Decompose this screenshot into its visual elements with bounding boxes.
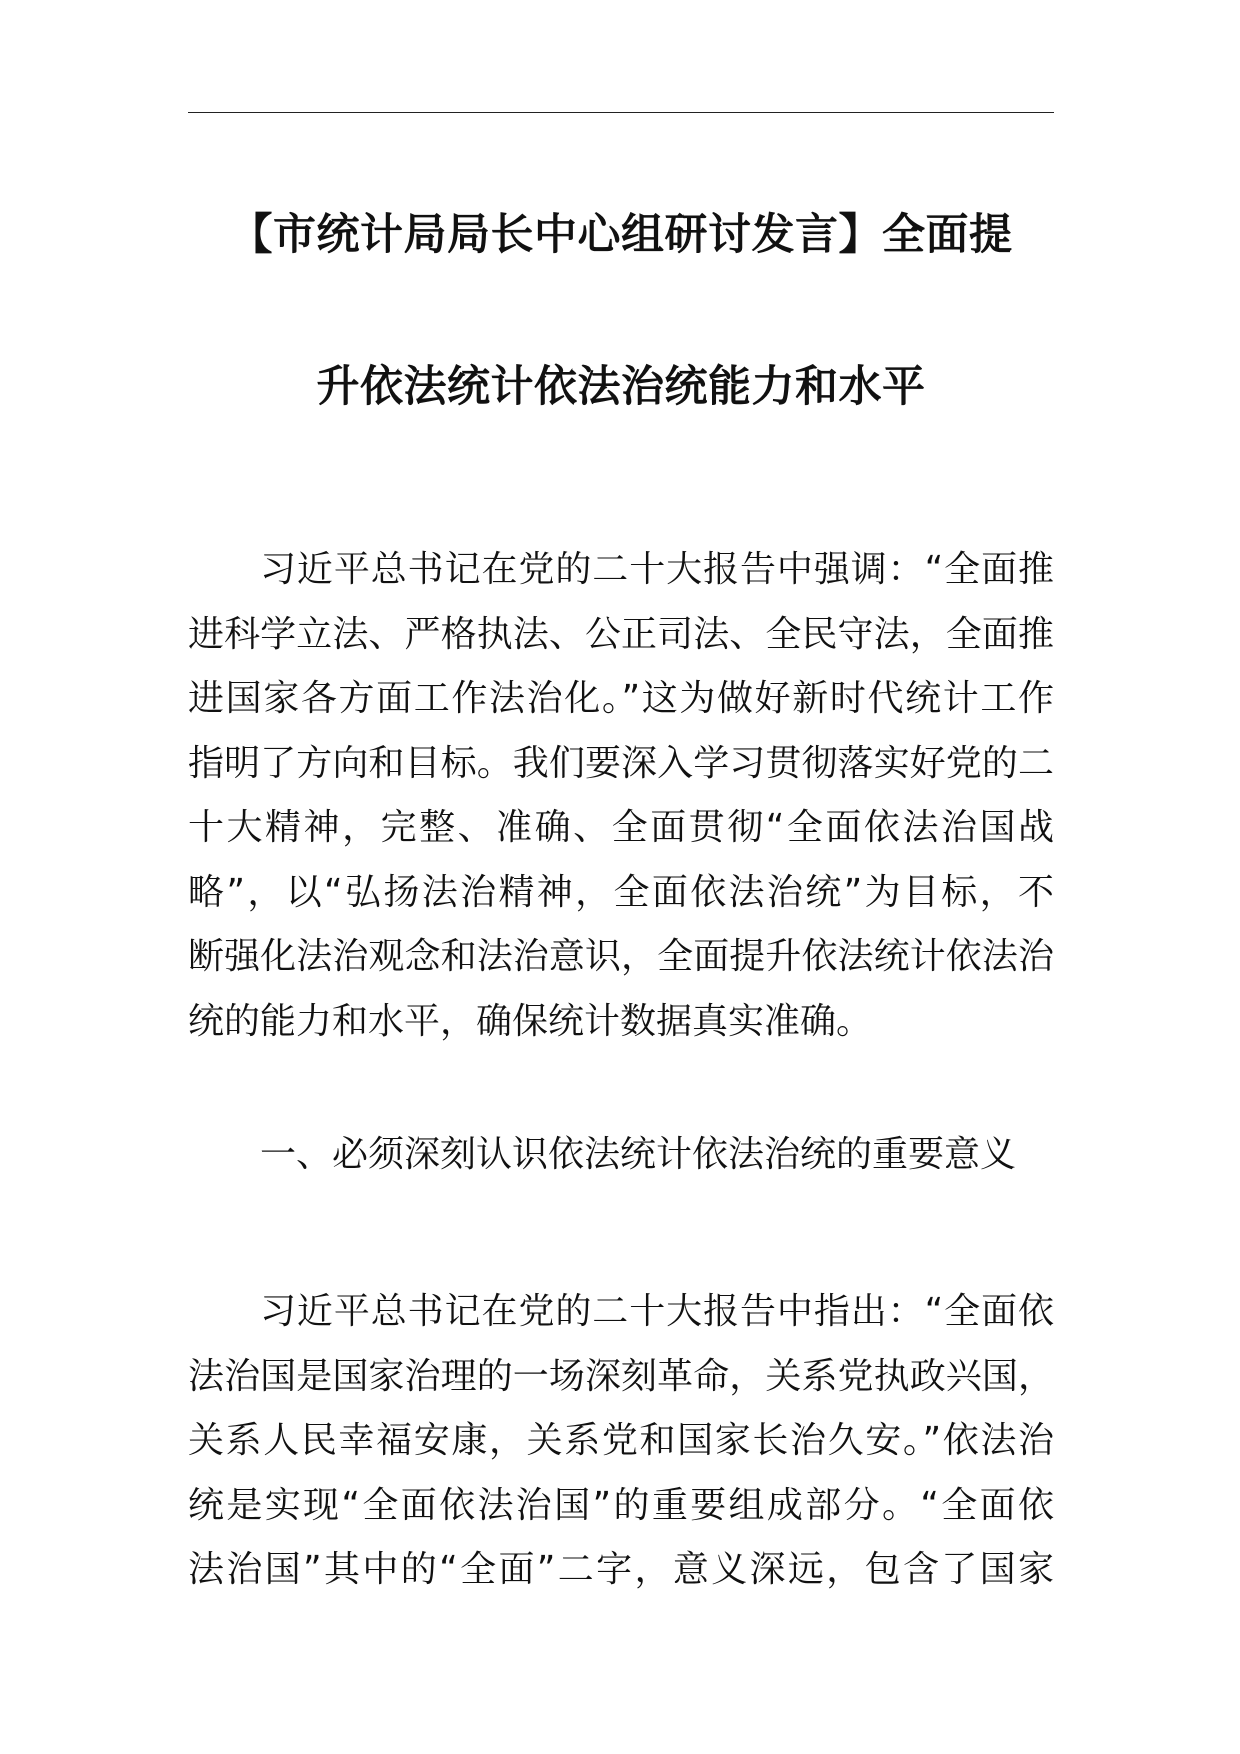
- paragraph-line: 统的能力和水平，确保统计数据真实准确。: [188, 1000, 873, 1042]
- document-title-line-2: 升依法统计依法治统能力和水平: [316, 362, 926, 412]
- paragraph-line: 习近平总书记在党的二十大报告中指出：“全面依: [260, 1291, 1054, 1332]
- paragraph-line: 法治国是国家治理的一场深刻革命，关系党执政兴国，: [188, 1355, 1054, 1397]
- section-heading: 一、必须深刻认识依法统计依法治统的重要意义: [260, 1134, 1017, 1175]
- paragraph-line: 统是实现“全面依法治国”的重要组成部分。“全面依: [188, 1484, 1054, 1526]
- paragraph-line: 进国家各方面工作法治化。”这为做好新时代统计工作: [188, 678, 1054, 719]
- paragraph-line: 关系人民幸福安康，关系党和国家长治久安。”依法治: [188, 1420, 1054, 1461]
- intro-paragraph: [188, 538, 1054, 1054]
- paragraph-line: 十大精神，完整、准确、全面贯彻“全面依法治国战: [188, 807, 1054, 848]
- paragraph-line: 法治国”其中的“全面”二字，意义深远，包含了国家: [188, 1549, 1054, 1590]
- paragraph-line: 略”，以“弘扬法治精神，全面依法治统”为目标，不: [188, 871, 1054, 913]
- paragraph-line: 指明了方向和目标。我们要深入学习贯彻落实好党的二: [188, 742, 1054, 784]
- section-paragraph: [188, 1280, 1054, 1603]
- document-title-line-1: 【市统计局局长中心组研讨发言】全面提: [229, 210, 1013, 260]
- paragraph-line: 断强化法治观念和法治意识，全面提升依法统计依法治: [188, 936, 1054, 977]
- header-rule: [188, 112, 1054, 113]
- paragraph-line: 习近平总书记在党的二十大报告中强调：“全面推: [260, 549, 1054, 590]
- paragraph-line: 进科学立法、严格执法、公正司法、全民守法，全面推: [188, 613, 1054, 655]
